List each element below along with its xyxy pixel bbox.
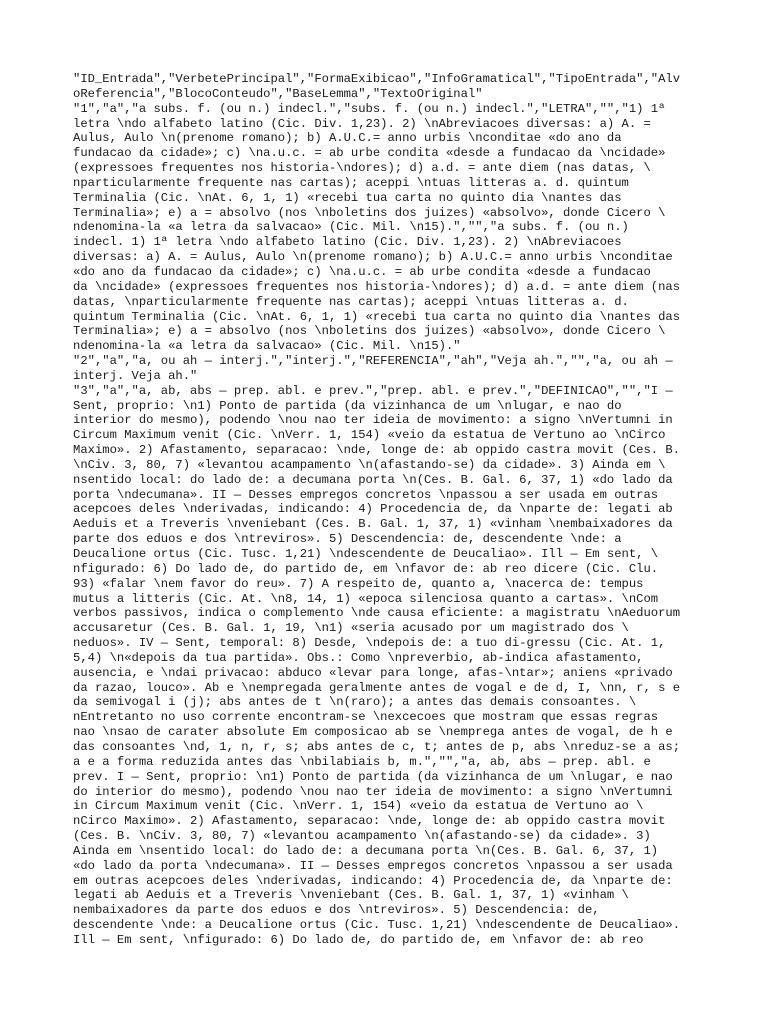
text-line: nao \nsao de carater absolute Em composicao ab se \nemprega antes de vogal, de h e xyxy=(73,725,673,740)
text-line: do interior do mesmo), podendo \nou nao ter ideia de movimento: a signo \nVertumni xyxy=(73,784,673,799)
text-line: nfigurado: 6) Do lado de, do partido de, em \nfavor de: ab reo dicere (Cic. Clu. xyxy=(73,561,659,576)
csv-text-body xyxy=(73,72,706,948)
text-line: verbos passivos, indica o complemento \nde causa eficiente: a magistratu \nAeduorum xyxy=(73,606,681,621)
text-line: (expressoes frequentes nos historia-\ndores); d) a.d. = ante diem (nas datas, \ xyxy=(73,161,651,176)
text-line: mutus a litteris (Cic. At. \n8, 14, 1) «epoca silenciosa quanto a cartas». \nCom xyxy=(73,591,659,606)
text-line: "1","a","a subs. f. (ou n.) indecl.","subs. f. (ou n.) indecl.","LETRA","","1) 1ª xyxy=(73,101,666,116)
text-line: in Circum Maximum venit (Cic. \nVerr. 1, 154) «veio da estatua de Vertuno ao \ xyxy=(73,799,644,814)
text-line: 5,4) \n«depois da tua partida». Obs.: Como \npreverbio, ab-indica afastamento, xyxy=(73,650,644,665)
text-line: 93) «falar \nem favor do reu». 7) A respeito de, quanto a, \nacerca de: tempus xyxy=(73,576,644,591)
text-line: datas, \nparticularmente frequente nas cartas); aceppi \ntuas litteras a. d. xyxy=(73,294,629,309)
text-line: a e a forma reduzida antes das \nbilabiais b, m.","","a, ab, abs — prep. abl. e xyxy=(73,754,651,769)
text-line: ndenomina-la «a letra da salvacao» (Cic. Mil. \n15)." xyxy=(73,339,461,354)
text-line: nsentido local: do lado de: a decumana porta \n(Ces. B. Gal. 6, 37, 1) «do lado da xyxy=(73,472,673,487)
text-line: Ainda em \nsentido local: do lado de: a decumana porta \n(Ces. B. Gal. 6, 37, 1) xyxy=(73,843,659,858)
text-line: "3","a","a, ab, abs — prep. abl. e prev.","prep. abl. e prev.","DEFINICAO","","I — xyxy=(73,383,673,398)
text-line: Ill — Em sent, \nfigurado: 6) Do lado de, do partido de, em \nfavor de: ab reo xyxy=(73,932,644,947)
text-line: diversas: a) A. = Aulus, Aulo \n(prenome romano); b) A.U.C.= anno urbis \nconditae xyxy=(73,250,673,265)
text-line: da razao, louco». Ab e \nempregada geralmente antes de vogal e de d, I, \nn, r, s e xyxy=(73,680,681,695)
text-line: "2","a","a, ou ah — interj.","interj.","REFERENCIA","ah","Veja ah.","","a, ou ah — xyxy=(73,354,673,369)
text-line: (Ces. B. \nCiv. 3, 80, 7) «levantou acampamento \n(afastando-se) da cidade». 3) xyxy=(73,829,651,844)
text-line: nCirco Maximo». 2) Afastamento, separacao: \nde, longe de: ab oppido castra movit xyxy=(73,814,666,829)
text-line: Aulus, Aulo \n(prenome romano); b) A.U.C.= anno urbis \nconditae «do ano da xyxy=(73,131,622,146)
text-line: das consoantes \nd, 1, n, r, s; abs antes de c, t; antes de p, abs \nreduz-se a as; xyxy=(73,739,681,754)
text-line: parte dos eduos e dos \ntreviros». 5) Descendencia: de, descendente \nde: a xyxy=(73,532,622,547)
text-line: «do ano da fundacao da cidade»; c) \na.u.c. = ab urbe condita «desde a fundacao xyxy=(73,264,651,279)
text-line: Deucalione ortus (Cic. Tusc. 1,21) \ndescendente de Deucaliao». Ill — Em sent, \ xyxy=(73,547,659,561)
text-line: ndenomina-la «a letra da salvacao» (Cic. Mil. \n15).","","a subs. f. (ou n.) xyxy=(73,220,629,235)
text-line: «do lado da porta \ndecumana». II — Desses empregos concretos \npassou a ser usada xyxy=(73,858,673,873)
text-line: accusaretur (Ces. B. Gal. 1, 19, \n1) «seria acusado por um magistrado dos \ xyxy=(73,621,629,636)
text-line: "ID_Entrada","VerbetePrincipal","FormaExibicao","InfoGramatical","TipoEntrada","Alv xyxy=(73,72,681,86)
text-line: ausencia, e \ndai privacao: abduco «levar para longe, afas-\ntar»; aniens «privado xyxy=(73,665,673,680)
text-line: Circum Maximum venit (Cic. \nVerr. 1, 154) «veio da estatua de Vertuno ao \nCirco xyxy=(73,428,666,443)
text-line: da \ncidade» (expressoes frequentes nos historia-\ndores); d) a.d. = ante diem (nas xyxy=(73,279,681,294)
text-line: fundacao da cidade»; c) \na.u.c. = ab urbe condita «desde a fundacao da \ncidade» xyxy=(73,146,666,161)
text-line: quintum Terminalia (Cic. \nAt. 6, 1, 1) «recebi tua carta no quinto dia \nantes das xyxy=(73,309,681,324)
text-line: letra \ndo alfabeto latino (Cic. Div. 1,23). 2) \nAbreviacoes diversas: a) A. = xyxy=(73,116,651,131)
text-line: Sent, proprio: \n1) Ponto de partida (da vizinhanca de um \nlugar, e nao do xyxy=(73,398,622,413)
text-line: \nCiv. 3, 80, 7) «levantou acampamento \n(afastando-se) da cidade». 3) Ainda em \ xyxy=(73,457,666,472)
text-line: da semivogal i (j); abs antes de t \n(raro); a antes das demais consoantes. \ xyxy=(73,695,637,710)
text-line: neduos». IV — Sent, temporal: 8) Desde, \ndepois de: a tuo di-gressu (Cic. At. 1, xyxy=(73,636,666,651)
text-line: oReferencia","BlocoConteudo","BaseLemma","TextoOriginal" xyxy=(73,86,483,101)
text-line: em outras acepcoes deles \nderivadas, indicando: 4) Procedencia de, da \nparte de: xyxy=(73,873,673,888)
text-line: descendente \nde: a Deucalione ortus (Cic. Tusc. 1,21) \ndescendente de Deucaliao». xyxy=(73,918,681,933)
text-line: Aeduis et a Treveris \nveniebant (Ces. B. Gal. 1, 37, 1) «vinham \nembaixadores da xyxy=(73,517,673,532)
text-line: Maximo». 2) Afastamento, separacao: \nde, longe de: ab oppido castra movit (Ces. B. xyxy=(73,443,681,458)
text-line: nEntretanto no uso corrente encontram-se \nexcecoes que mostram que essas regras xyxy=(73,710,659,725)
text-line: Terminalia (Cic. \nAt. 6, 1, 1) «recebi tua carta no quinto dia \nantes das xyxy=(73,190,622,205)
text-line: Terminalia»; e) a = absolvo (nos \nboletins dos juizes) «absolvo», donde Cicero \ xyxy=(73,205,666,220)
text-line: Terminalia»; e) a = absolvo (nos \nboletins dos juizes) «absolvo», donde Cicero \ xyxy=(73,324,666,339)
text-line: nembaixadores da parte dos eduos e dos \ntreviros». 5) Descendencia: de, xyxy=(73,903,600,918)
text-line: porta \ndecumana». II — Desses empregos concretos \npassou a ser usada em outras xyxy=(73,487,659,502)
text-line: legati ab Aeduis et a Treveris \nveniebant (Ces. B. Gal. 1, 37, 1) «vinham \ xyxy=(73,888,629,903)
text-line: acepcoes deles \nderivadas, indicando: 4) Procedencia de, da \nparte de: legati ab xyxy=(73,502,673,517)
text-line: prev. I — Sent, proprio: \n1) Ponto de partida (da vizinhanca de um \nlugar, e nao xyxy=(73,769,673,784)
text-line: interj. Veja ah." xyxy=(73,368,198,383)
text-line: indecl. 1) 1ª letra \ndo alfabeto latino (Cic. Div. 1,23). 2) \nAbreviacoes xyxy=(73,235,622,250)
text-line: interior do mesmo), podendo \nou nao ter ideia de movimento: a signo \nVertumni in xyxy=(73,413,673,428)
text-line: nparticularmente frequente nas cartas); aceppi \ntuas litteras a. d. quintum xyxy=(73,175,629,190)
